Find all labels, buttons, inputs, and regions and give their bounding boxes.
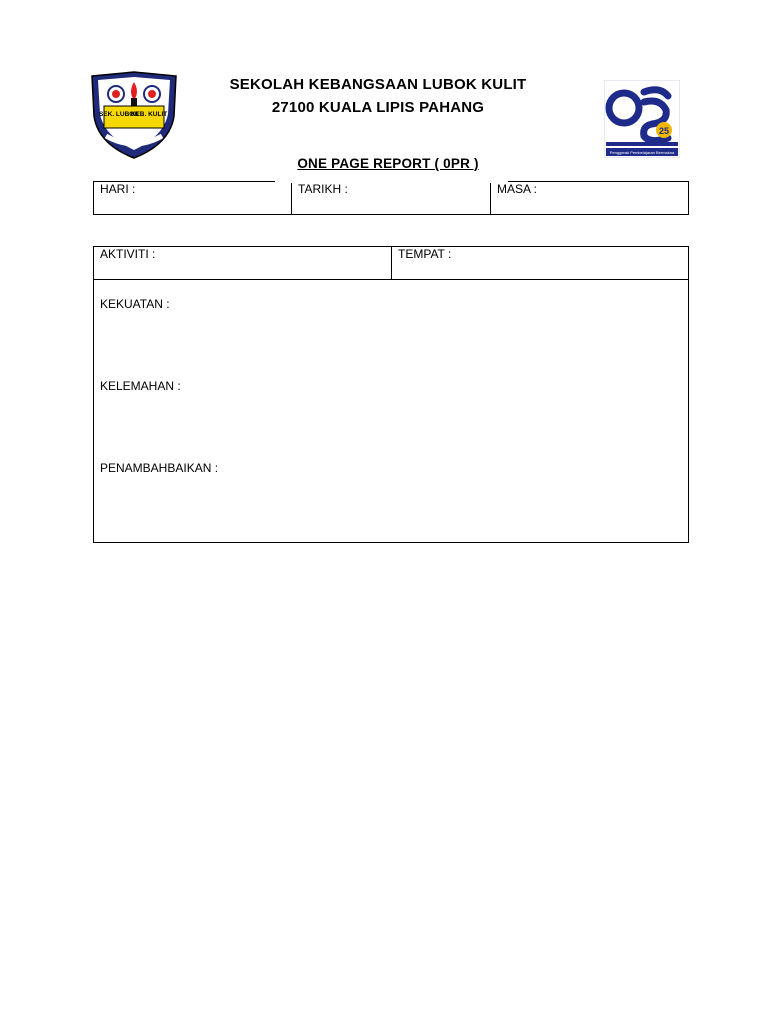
program-logo-number: 25 [658, 126, 670, 136]
crest-badge-left-text: SEK. LUBOK [98, 111, 140, 118]
table-border-left [93, 181, 94, 215]
kelemahan-field[interactable]: KELEMAHAN : [100, 379, 181, 393]
table-border-bottom [93, 214, 689, 215]
aktiviti-field[interactable]: AKTIVITI : [100, 247, 156, 261]
report-table-col-divider [391, 246, 392, 280]
table-border-right [688, 181, 689, 215]
program-logo [604, 80, 680, 158]
table-divider-2 [490, 183, 491, 215]
kekuatan-field[interactable]: KEKUATAN : [100, 297, 170, 311]
penambahbaikan-field[interactable]: PENAMBAHBAIKAN : [100, 461, 219, 475]
hari-field[interactable]: HARI : [100, 182, 136, 196]
masa-field[interactable]: MASA : [497, 182, 538, 196]
school-name: SEKOLAH KEBANGSAAN LUBOK KULIT [229, 76, 527, 93]
program-logo-caption: Penggerak Pembelajaran Bermakna [609, 150, 675, 155]
tempat-field[interactable]: TEMPAT : [398, 247, 452, 261]
report-table [93, 246, 689, 543]
table-divider-1 [291, 183, 292, 215]
tarikh-field[interactable]: TARIKH : [298, 182, 348, 196]
crest-badge-right-text: KEB. KULIT [130, 111, 168, 118]
school-address: 27100 KUALA LIPIS PAHANG [271, 99, 485, 116]
report-title: ONE PAGE REPORT ( 0PR ) [297, 156, 479, 171]
